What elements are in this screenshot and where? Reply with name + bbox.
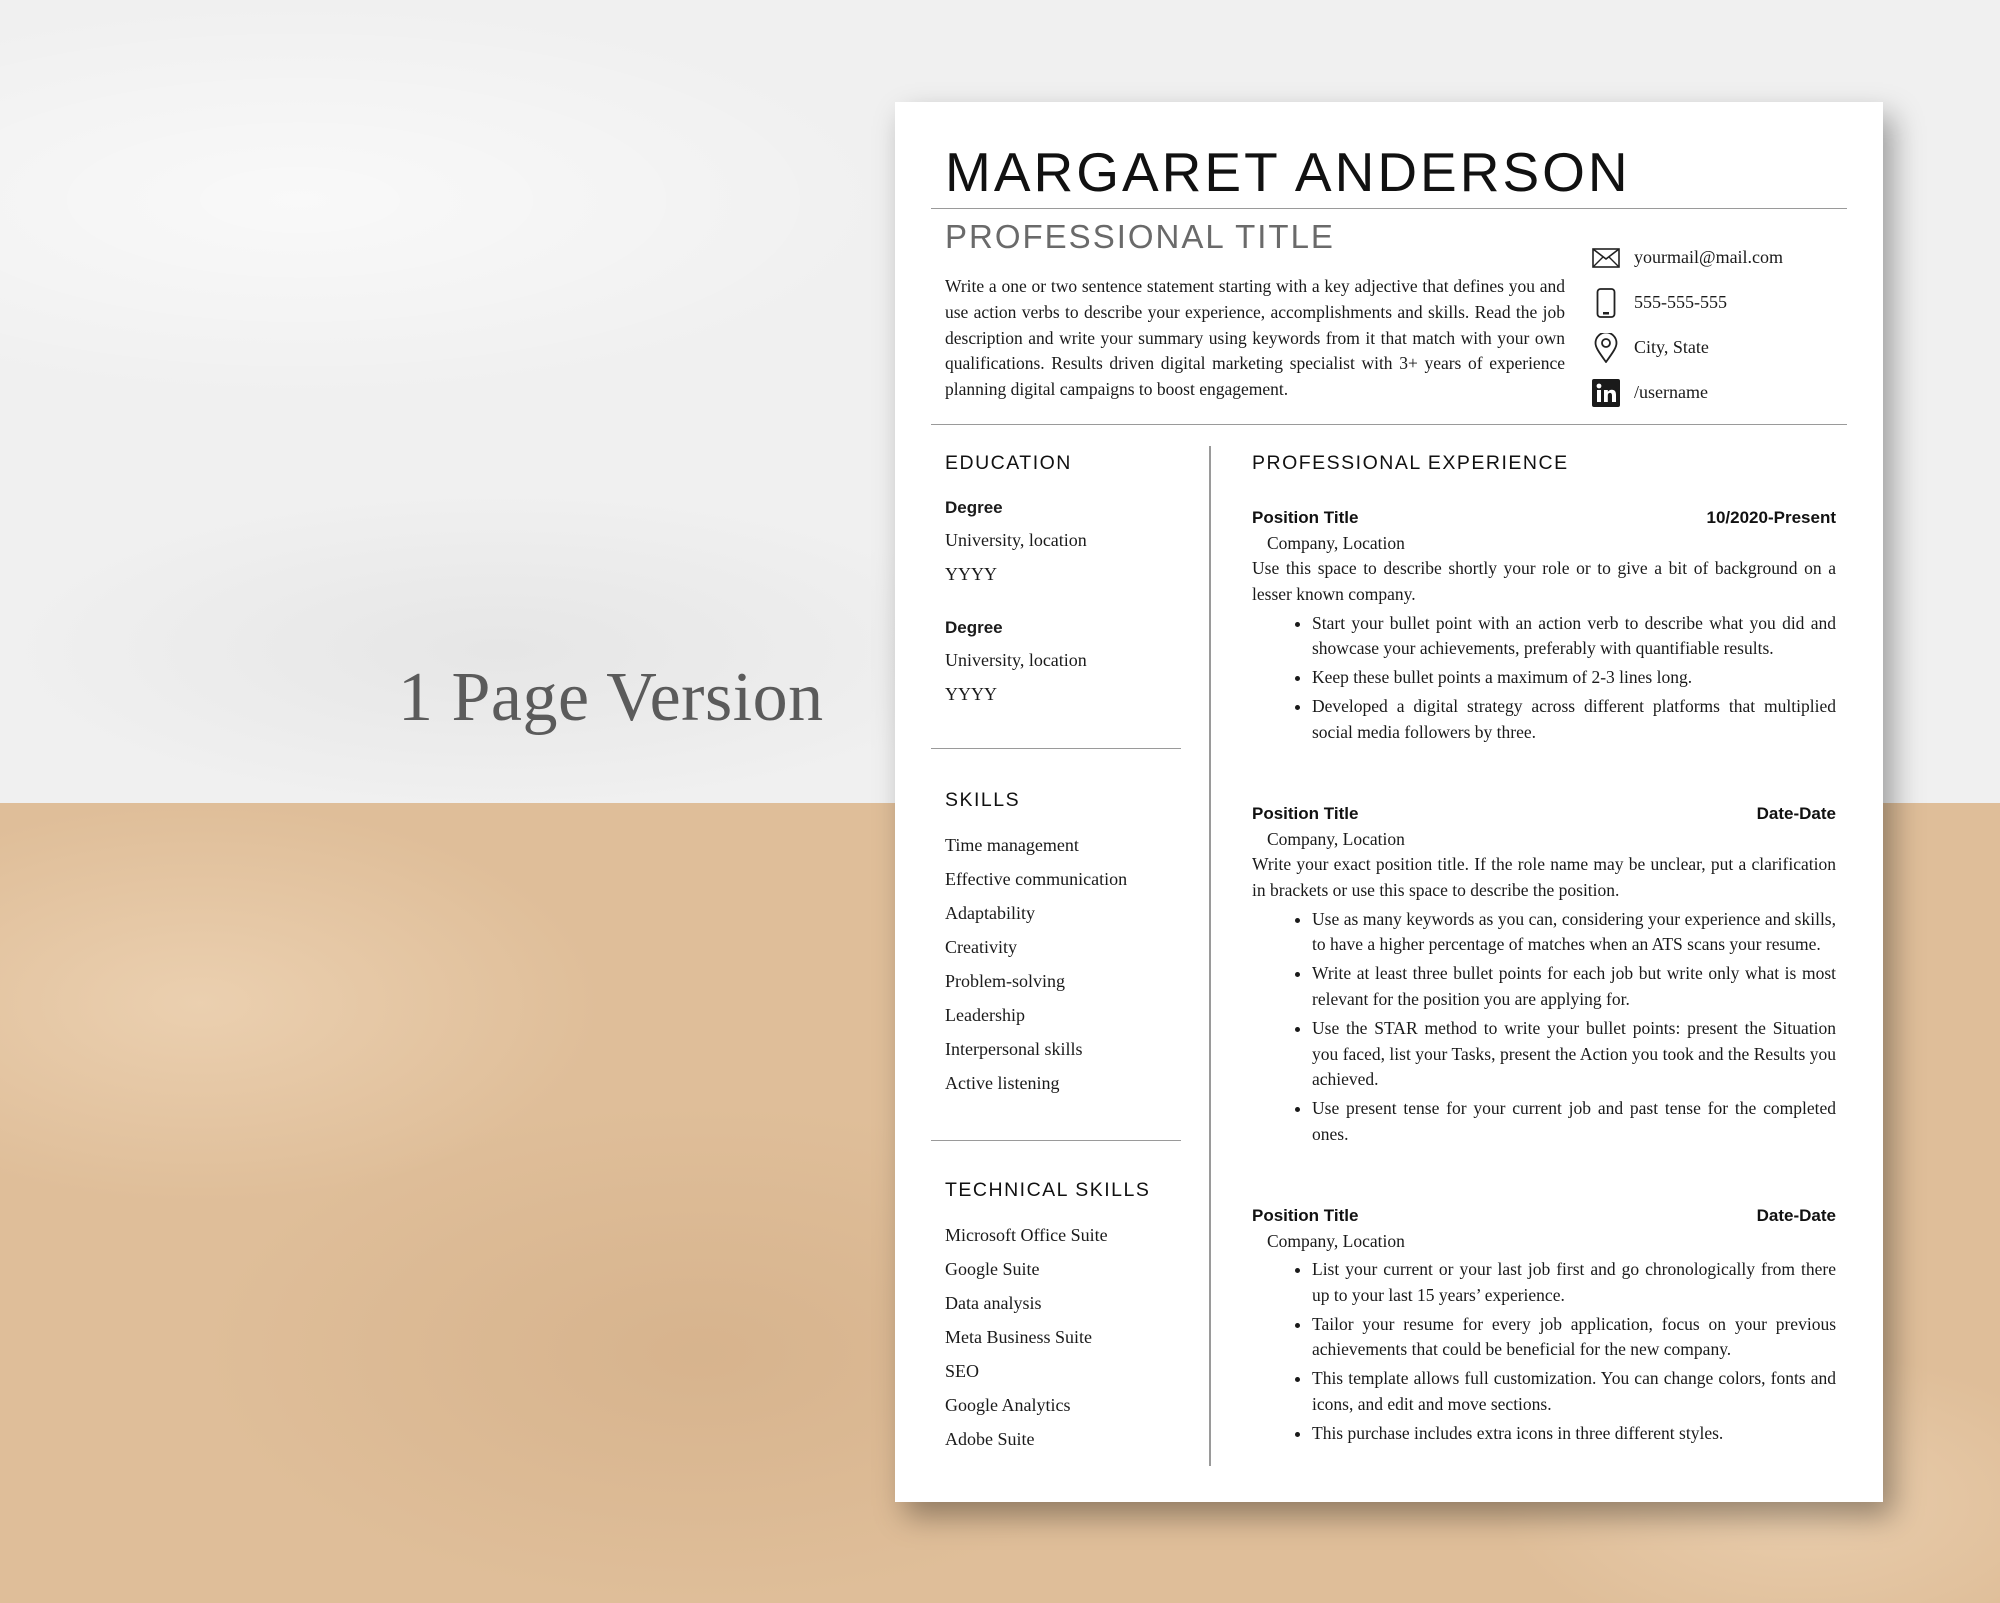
experience-heading: PROFESSIONAL EXPERIENCE (1252, 452, 1569, 474)
skill-item: Leadership (945, 1005, 1025, 1025)
skill-item: Time management (945, 835, 1079, 855)
job-bullet: • Use the STAR method to write your bullet points: present the Situation you faced, list your Tasks, present the Action you took and the Results you achieved. (1312, 1016, 1836, 1093)
job-bullet: • Developed a digital strategy across different platforms that multiplied social media followers by three. (1312, 694, 1836, 746)
version-label: 1 Page Version (398, 659, 824, 736)
column-divider (1209, 446, 1211, 1466)
job-company: Company, Location (1267, 1231, 1405, 1251)
job-position: Position Title (1252, 508, 1359, 527)
technical-skill-item: Google Suite (945, 1259, 1040, 1279)
skill-item: Adaptability (945, 903, 1035, 923)
location-text: City, State (1634, 337, 1709, 357)
email-text: yourmail@mail.com (1634, 247, 1784, 267)
job-bullets (1252, 907, 1836, 1148)
job-entry (1252, 1203, 1836, 1450)
job-dates: 10/2020-Present (1706, 508, 1836, 527)
linkedin-icon (1592, 379, 1620, 407)
job-description: Write your exact position title. If the role name may be unclear, put a clarification in brackets or use this space to describe the position. (1252, 854, 1836, 900)
contact-email (1592, 235, 1862, 280)
resume-name: MARGARET ANDERSON (945, 141, 1631, 203)
contact-linkedin (1592, 370, 1862, 415)
technical-skill-item: Microsoft Office Suite (945, 1225, 1108, 1245)
job-description: Use this space to describe shortly your role or to give a bit of background on a lesser known company. (1252, 558, 1836, 604)
skills-heading: SKILLS (945, 789, 1021, 811)
job-bullets (1252, 1257, 1836, 1447)
education-degree: Degree (945, 498, 1003, 517)
education-school: University, location (945, 650, 1087, 670)
job-bullet: • Keep these bullet points a maximum of 2-3 lines long. (1312, 665, 1836, 691)
technical-skill-item: SEO (945, 1361, 980, 1381)
education-divider (931, 748, 1181, 749)
skill-item: Active listening (945, 1073, 1060, 1093)
job-bullet: • List your current or your last job first and go chronologically from there up to your last 15 years’ experience. (1312, 1257, 1836, 1309)
phone-text: 555-555-555 (1634, 292, 1727, 312)
contact-location (1592, 325, 1862, 370)
location-pin-icon (1592, 334, 1620, 362)
education-heading: EDUCATION (945, 452, 1072, 474)
phone-icon (1592, 289, 1620, 317)
skill-item: Creativity (945, 937, 1017, 957)
job-entry (1252, 505, 1836, 749)
job-entry (1252, 801, 1836, 1151)
skill-item: Effective communication (945, 869, 1128, 889)
contact-block (1592, 235, 1862, 415)
linkedin-text: /username (1634, 382, 1708, 402)
education-degree: Degree (945, 618, 1003, 637)
summary-text: Write a one or two sentence statement starting with a key adjective that defines you and use action verbs to describe your experience, accomplishments and skills. Read the job description and write your summary using keywords from it that match with your own qualifications. Results driven digital marketing specialist with 3+ years of experience planning digital campaigns to boost engagement. (945, 276, 1565, 400)
skill-item: Problem-solving (945, 971, 1065, 991)
contact-phone (1592, 280, 1862, 325)
job-dates: Date-Date (1756, 804, 1836, 823)
summary-divider (931, 424, 1847, 425)
job-bullets (1252, 611, 1836, 746)
skill-item: Interpersonal skills (945, 1039, 1083, 1059)
job-bullet: • Use present tense for your current job and past tense for the completed ones. (1312, 1096, 1836, 1148)
resume-page (895, 102, 1883, 1502)
job-company: Company, Location (1267, 533, 1405, 553)
technical-skill-item: Google Analytics (945, 1395, 1071, 1415)
job-position: Position Title (1252, 804, 1359, 823)
job-bullet: • This template allows full customization. You can change colors, fonts and icons, and edit and move sections. (1312, 1366, 1836, 1418)
job-bullet: • This purchase includes extra icons in three different styles. (1312, 1421, 1836, 1447)
job-position: Position Title (1252, 1206, 1359, 1225)
job-dates: Date-Date (1756, 1206, 1836, 1225)
job-bullet: • Start your bullet point with an action verb to describe what you did and showcase your achievements, preferably with quantifiable results. (1312, 611, 1836, 663)
job-company: Company, Location (1267, 829, 1405, 849)
education-year: YYYY (945, 684, 997, 704)
education-school: University, location (945, 530, 1087, 550)
technical-skill-item: Adobe Suite (945, 1429, 1035, 1449)
skills-divider (931, 1140, 1181, 1141)
education-year: YYYY (945, 564, 997, 584)
job-bullet: • Write at least three bullet points for each job but write only what is most relevant for the position you are applying for. (1312, 961, 1836, 1013)
professional-title: PROFESSIONAL TITLE (945, 218, 1335, 255)
technical-skills-heading: TECHNICAL SKILLS (945, 1179, 1151, 1201)
job-bullet: • Tailor your resume for every job application, focus on your previous achievements that could be beneficial for the new company. (1312, 1312, 1836, 1364)
envelope-icon (1592, 244, 1620, 272)
job-bullet: • Use as many keywords as you can, considering your experience and skills, to have a higher percentage of matches when an ATS scans your resume. (1312, 907, 1836, 959)
technical-skill-item: Data analysis (945, 1293, 1042, 1313)
technical-skill-item: Meta Business Suite (945, 1327, 1092, 1347)
header-divider (931, 208, 1847, 209)
